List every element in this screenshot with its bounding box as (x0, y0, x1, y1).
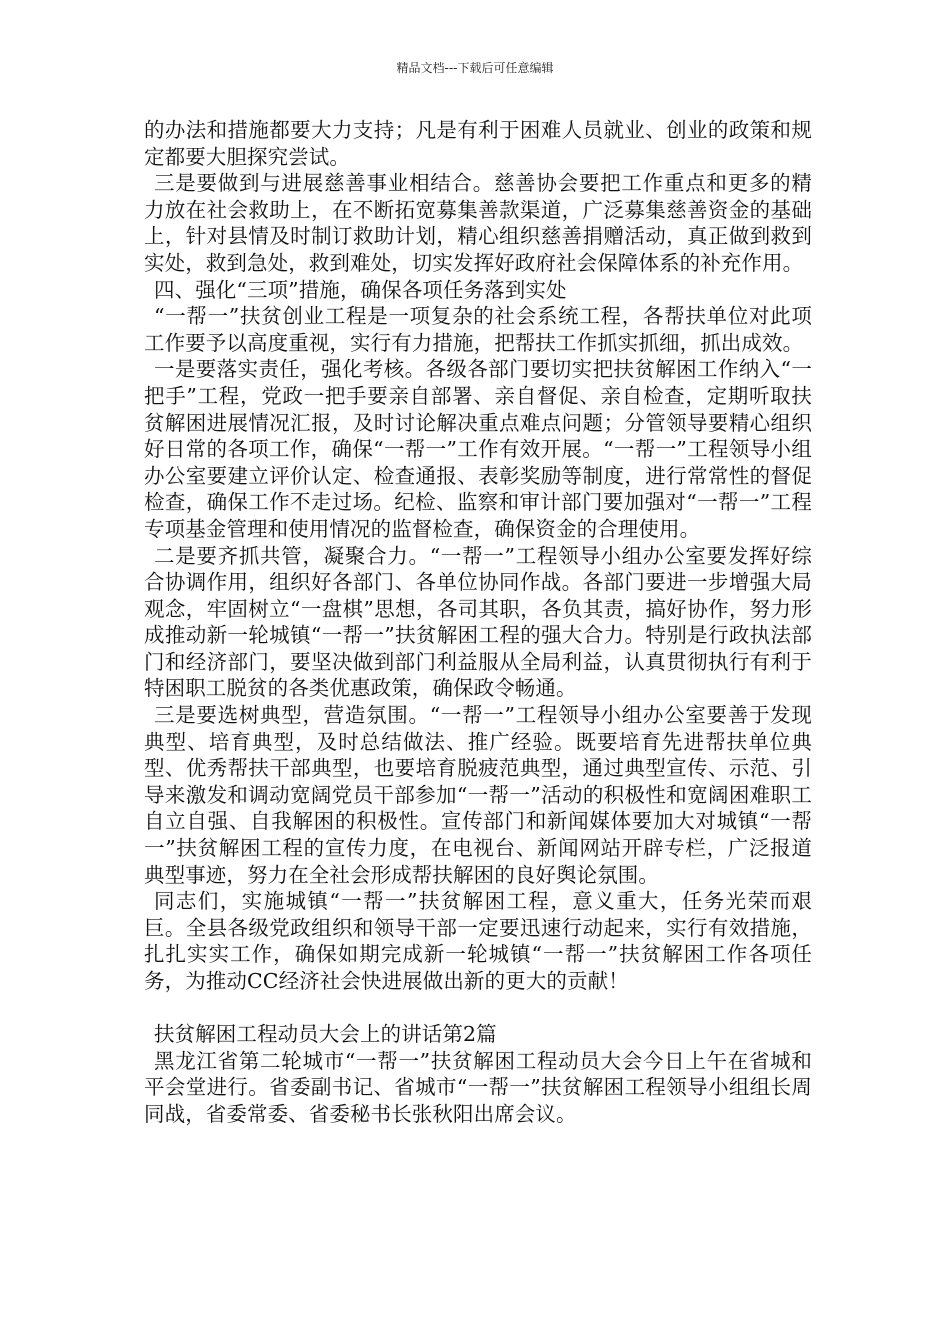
paragraph-continuation: 的办法和措施都要大力支持；凡是有利于困难人员就业、创业的政策和规定都要大胆探究尝试。 (144, 118, 812, 169)
paragraph-intro: “一帮一”扶贫创业工程是一项复杂的社会系统工程，各帮扶单位对此项工作要予以高度重视，实行有力措施，把帮扶工作抓实抓细，抓出成效。 (144, 304, 812, 355)
blank-line (144, 995, 812, 1022)
paragraph-article-2-opening: 黑龙江省第二轮城市“一帮一”扶贫解困工程动员大会今日上午在省城和平会堂进行。省委副书记、省城市“一帮一”扶贫解困工程领导小组组长周同战，省委常委、省委秘书长张秋阳出席会议。 (144, 1048, 812, 1126)
section-heading-four: 四、强化“三项”措施，确保各项任务落到实处 (154, 277, 567, 302)
paragraph-models: 三是要选树典型，营造氛围。“一帮一”工程领导小组办公室要善于发现典型、培育典型，及时总结做法、推广经验。既要培育先进帮扶单位典型、优秀帮扶干部典型，也要培育脱疲范典型，通过典型宣传、示范、引导来激发和调动宽阔党员干部参加“一帮一”活动的积极性和宽阔困难职工自立自强、自我解困的积极性。宣传部门和新闻媒体要加大对城镇“一帮一”扶贫解困工程的宣传力度，在电视台、新闻网站开辟专栏，广泛报道典型事迹，努力在全社会形成帮扶解困的良好舆论氛围。 (144, 703, 812, 887)
document-body (144, 117, 812, 1128)
page-header: 精品文档---下载后可任意编辑 (396, 61, 554, 75)
paragraph-charity: 三是要做到与进展慈善事业相结合。慈善协会要把工作重点和更多的精力放在社会救助上，在不断拓宽募集善款渠道，广泛募集慈善资金的基础上，针对县情及时制订救助计划，精心组织慈善捐赠活动，真正做到救到实处，救到急处，救到难处，切实发挥好政府社会保障体系的补充作用。 (144, 171, 812, 275)
article-title-2: 扶贫解困工程动员大会上的讲话第2篇 (154, 1022, 497, 1047)
paragraph-responsibility: 一是要落实责任，强化考核。各级各部门要切实把扶贫解困工作纳入“一把手”工程，党政一把手要亲自部署、亲自督促、亲自检查，定期听取扶贫解困进展情况汇报，及时讨论解决重点难点问题；分管领导要精心组织好日常的各项工作，确保“一帮一”工作有效开展。“一帮一”工程领导小组办公室要建立评价认定、检查通报、表彰奖励等制度，进行常常性的督促检查，确保工作不走过场。纪检、监察和审计部门要加强对“一帮一”工程专项基金管理和使用情况的监督检查，确保资金的合理使用。 (144, 357, 812, 541)
paragraph-cooperation: 二是要齐抓共管，凝聚合力。“一帮一”工程领导小组办公室要发挥好综合协调作用，组织好各部门、各单位协同作战。各部门要进一步增强大局观念，牢固树立“一盘棋”思想，各司其职，各负其责，搞好协作，努力形成推动新一轮城镇“一帮一”扶贫解困工程的强大合力。特别是行政执法部门和经济部门，要坚决做到部门利益服从全局利益，认真贯彻执行有利于特困职工脱贫的各类优惠政策，确保政令畅通。 (144, 543, 812, 701)
paragraph-closing: 同志们，实施城镇“一帮一”扶贫解困工程，意义重大，任务光荣而艰巨。全县各级党政组织和领导干部一定要迅速行动起来，实行有效措施，扎扎实实工作，确保如期完成新一轮城镇“一帮一”扶贫解困工作各项任务，为推动CC经济社会快进展做出新的更大的贡献！ (144, 889, 812, 993)
